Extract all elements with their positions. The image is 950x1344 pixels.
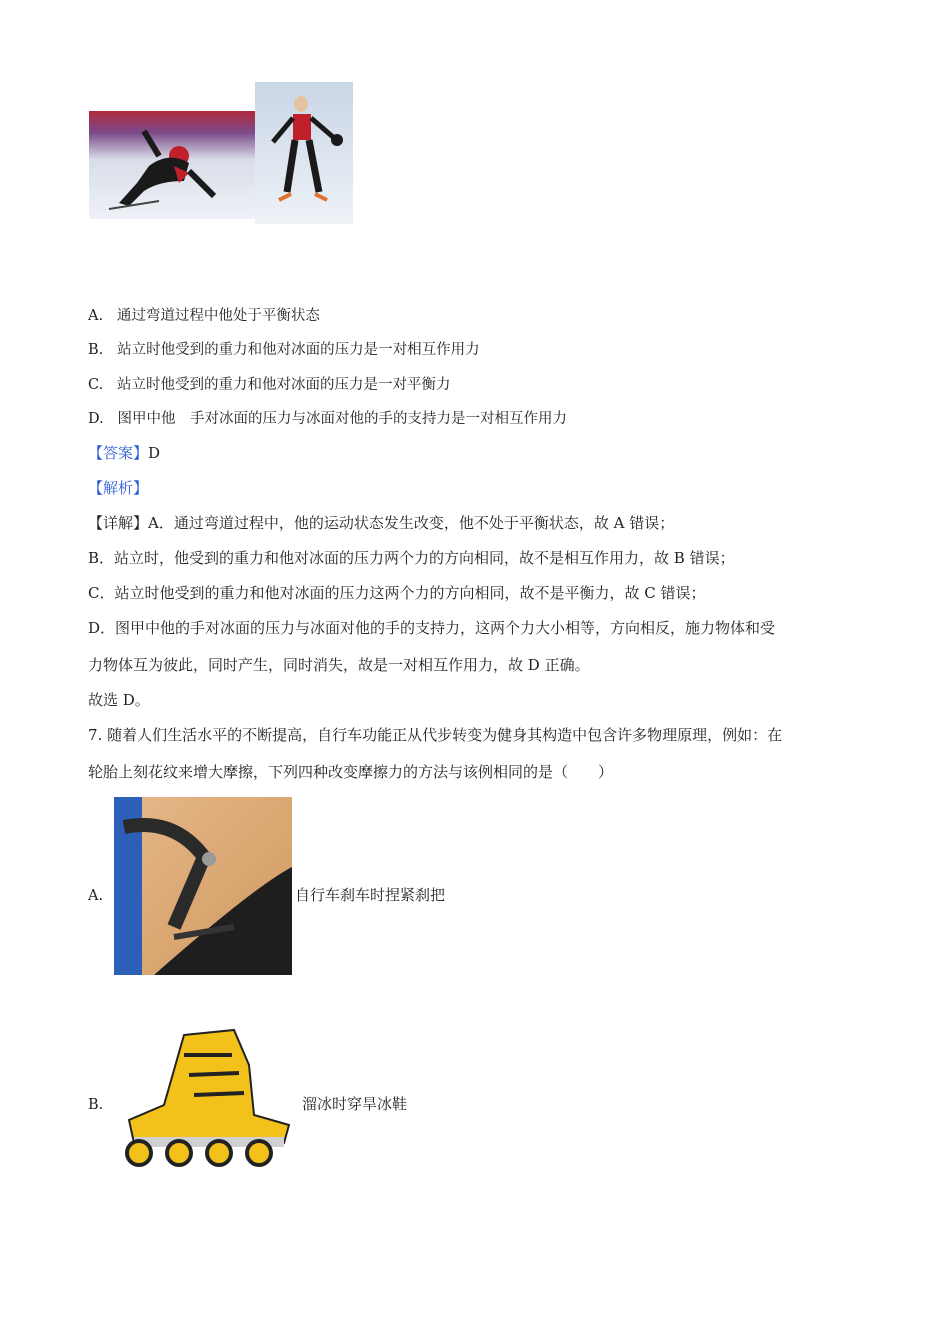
q6-option-a: [88, 305, 320, 327]
option-letter: B.: [88, 342, 104, 358]
q6-option-b: [88, 339, 480, 361]
detail-d-line1: D．图甲中他的手对冰面的压力与冰面对他的手的支持力，这两个力大小相等，方向相反，施力物体和受: [88, 619, 776, 637]
analysis-tag: 【解析】: [88, 479, 149, 497]
detail-b: B．站立时，他受到的重力和他对冰面的压力两个力的方向相同，故不是相互作用力，故 B 错误；: [88, 549, 735, 567]
q7-option-a-text: 自行车刹车时捏紧刹把: [295, 886, 446, 904]
q6-option-c: [88, 374, 451, 396]
q6-option-d: [88, 408, 567, 430]
bike-brake-image: [114, 797, 292, 975]
detail-c: C．站立时他受到的重力和他对冰面的压力这两个力的方向相同，故不是平衡力，故 C 错误；: [88, 584, 706, 602]
option-text: 站立时他受到的重力和他对冰面的压力是一对平衡力: [117, 377, 451, 393]
q7-option-b-text: 溜冰时穿旱冰鞋: [302, 1095, 408, 1113]
q7-option-a-letter: A.: [88, 888, 104, 904]
q7-stem-line1: 7. 随着人们生活水平的不断提高，自行车功能正从代步转变为健身其构造中包含许多物理原理，例如：在: [88, 726, 783, 744]
skater-cornering-image: [89, 111, 255, 219]
option-letter: C.: [88, 377, 104, 393]
detail-tag: 【详解】: [88, 514, 149, 532]
option-letter: A.: [88, 308, 104, 324]
answer-value: D: [148, 444, 161, 462]
q7-option-b-letter: B.: [88, 1097, 104, 1113]
inline-skate-image: [114, 1025, 296, 1170]
analysis-line: [88, 477, 148, 499]
skater-standing-image: [255, 82, 353, 224]
option-text: 图甲中他 手对冰面的压力与冰面对他的手的支持力是一对相互作用力: [117, 411, 568, 427]
detail-a-text: A．通过弯道过程中，他的运动状态发生改变，他不处于平衡状态，故 A 错误；: [148, 514, 675, 532]
answer-line: [88, 442, 160, 464]
conclusion: 故选 D。: [88, 691, 150, 709]
option-text: 站立时他受到的重力和他对冰面的压力是一对相互作用力: [117, 342, 480, 358]
detail-a: [88, 512, 674, 534]
detail-d-line2: 力物体互为彼此，同时产生，同时消失，故是一对相互作用力，故 D 正确。: [88, 656, 590, 674]
q7-stem-line2: 轮胎上刻花纹来增大摩擦，下列四种改变摩擦力的方法与该例相同的是（ ）: [88, 763, 614, 781]
answer-tag: 【答案】: [88, 444, 149, 462]
option-letter: D.: [88, 411, 104, 427]
option-text: 通过弯道过程中他处于平衡状态: [116, 308, 320, 324]
